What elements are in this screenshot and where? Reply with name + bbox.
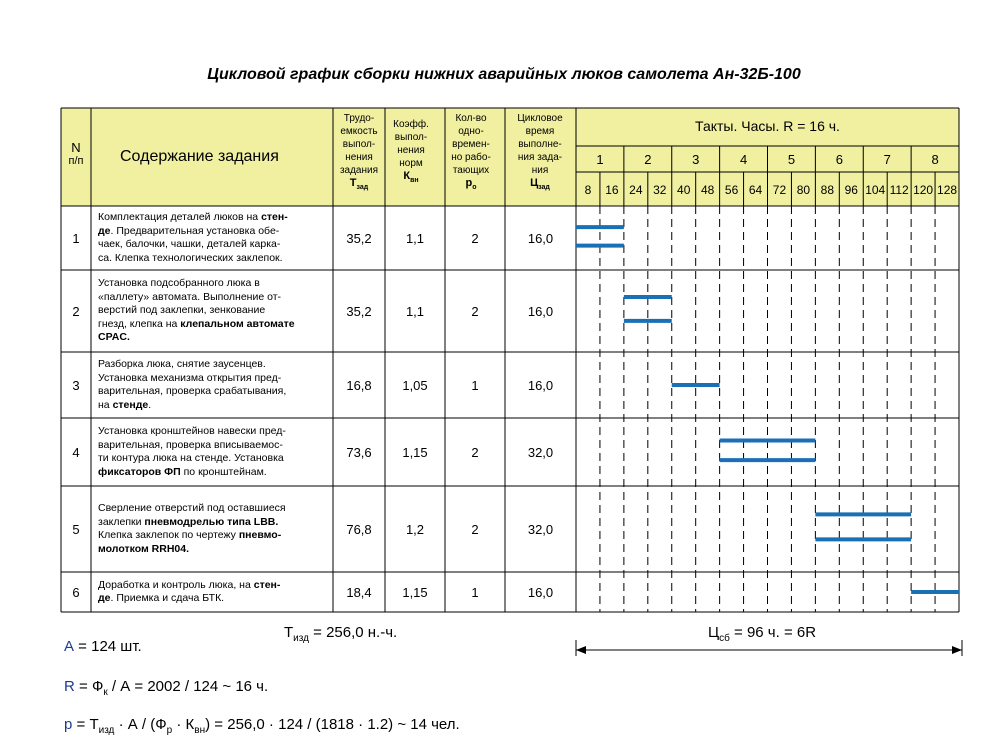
coef-sub: вн — [410, 177, 419, 185]
row-n: 1 — [72, 230, 80, 246]
task-bold: де — [98, 592, 111, 604]
formula-p-sub2: р — [166, 725, 173, 736]
row-p: 1 — [471, 377, 479, 393]
takt-label: 7 — [883, 152, 891, 167]
task-text-after: . Приемка и сдача БТК. — [110, 592, 225, 604]
formula-csb-symbol: Ц — [708, 624, 720, 641]
task-text: Клепка заклепок по чертежу — [98, 529, 239, 541]
formula-p — [64, 716, 460, 736]
row-k: 1,2 — [405, 521, 425, 537]
task-bold: стенде — [112, 398, 149, 411]
row-c: 16,0 — [527, 230, 554, 246]
task-bold: молотком RRH04. — [98, 542, 190, 555]
hour-label: 16 — [605, 183, 619, 197]
row-n: 3 — [72, 377, 80, 393]
row-p: 2 — [471, 444, 479, 460]
workers-line: Кол-во — [455, 113, 487, 124]
takt-label: 2 — [644, 152, 652, 167]
coef-sym: К — [403, 170, 411, 182]
row-t: 18,4 — [346, 584, 372, 600]
task-bold: стен- — [253, 578, 281, 591]
row-n: 5 — [72, 521, 80, 537]
cycle-line: ния — [531, 165, 549, 176]
cycle-line: Цикловое — [517, 113, 563, 124]
cycle-line: время — [525, 126, 555, 137]
takt-label: 4 — [739, 152, 748, 167]
task-bold: фиксаторов ФП — [98, 465, 181, 478]
task-text: гнезд, клепка на — [98, 317, 181, 330]
labor-line: емкость — [340, 126, 378, 137]
formula-tizd-text: = 256,0 н.-ч. — [308, 624, 398, 641]
formula-p-text: = Т — [72, 716, 99, 733]
row-p: 2 — [471, 521, 479, 537]
cycle-sub: зад — [538, 184, 550, 192]
hour-label: 56 — [724, 183, 739, 197]
row-p: 2 — [471, 230, 479, 246]
formula-p-text3: · К — [172, 716, 195, 733]
takt-label: 1 — [596, 152, 604, 167]
task-bold: пневмодрелью типа LBB. — [144, 515, 279, 528]
cycle-line: выполне- — [518, 139, 562, 150]
row-k: 1,05 — [402, 377, 428, 393]
row-p: 2 — [471, 303, 479, 319]
row-c: 16,0 — [527, 303, 554, 319]
row-c: 16,0 — [527, 377, 554, 393]
formula-a-text: = 124 шт. — [74, 638, 142, 655]
formula-a — [64, 638, 142, 655]
labor-line: выпол- — [342, 139, 376, 150]
workers-line: тающих — [452, 165, 490, 176]
cycle-sym: Ц — [530, 177, 539, 189]
formula-r-text2: / А = 2002 / 124 ~ 16 ч. — [107, 678, 269, 695]
row-t: 16,8 — [346, 377, 372, 393]
hour-label: 96 — [844, 183, 858, 197]
row-t: 73,6 — [346, 444, 372, 460]
cycle-span-arrow — [570, 640, 970, 660]
formula-tizd — [284, 624, 397, 644]
formula-p-sub3: вн — [194, 725, 206, 736]
formula-p-text4: ) = 256,0 · 124 / (1818 · 1.2) ~ 14 чел. — [205, 716, 460, 733]
row-c: 16,0 — [527, 584, 554, 600]
labor-sym: Т — [349, 177, 357, 189]
hour-label: 80 — [796, 183, 811, 197]
formula-a-symbol: А — [64, 638, 75, 655]
formula-r-text: = Ф — [74, 678, 104, 695]
takt-label: 6 — [835, 152, 843, 167]
task-text: Установка механизма открытия пред- — [98, 371, 282, 384]
row-n: 6 — [72, 584, 80, 600]
row-t: 76,8 — [346, 521, 372, 537]
labor-line: Трудо- — [343, 113, 375, 124]
workers-line: времен- — [452, 139, 490, 150]
formula-csb-sub: сб — [719, 633, 730, 644]
workers-sym: р — [465, 177, 473, 189]
task-bold: клепальном автомате — [180, 317, 295, 330]
hour-label: 48 — [700, 183, 715, 197]
row-t: 35,2 — [346, 230, 372, 246]
task-text: са. Клепка технологических заклепок. — [98, 251, 283, 264]
task-text-after: . Предварительная установка обе- — [110, 224, 280, 237]
cycle-line: ния зада- — [517, 152, 563, 163]
hour-label: 88 — [820, 183, 835, 197]
header-n-sub: п/п — [68, 155, 84, 167]
task-text: Установка кронштейнов навески пред- — [98, 425, 286, 437]
row-n: 2 — [72, 303, 80, 319]
row-k: 1,15 — [402, 444, 428, 460]
workers-line: одно- — [458, 126, 484, 137]
task-text: варительная, проверка срабатывания, — [98, 385, 287, 397]
formula-tizd-symbol: Т — [284, 624, 294, 641]
workers-sub: о — [472, 184, 477, 192]
hour-label: 8 — [584, 183, 592, 197]
hour-label: 104 — [865, 183, 886, 197]
formula-r-sub: к — [103, 687, 108, 698]
coef-line: выпол- — [394, 132, 428, 143]
header-content: Содержание задания — [120, 148, 279, 165]
task-text: Разборка люка, снятие заусенцев. — [98, 358, 266, 370]
row-p: 1 — [471, 584, 479, 600]
task-text: верстий под заклепки, зенкование — [98, 304, 266, 317]
takt-label: 3 — [692, 152, 700, 167]
task-bold: стен- — [261, 211, 288, 223]
formula-r-symbol: R — [64, 678, 75, 695]
coef-line: Коэфф. — [393, 119, 429, 130]
hour-label: 112 — [889, 183, 909, 197]
row-t: 35,2 — [346, 303, 372, 319]
row-c: 32,0 — [527, 521, 554, 537]
hour-label: 128 — [937, 183, 958, 197]
task-text: Доработка и контроль люка, на — [98, 578, 254, 591]
task-text-after: . — [148, 398, 152, 411]
task-text: варительная, проверка вписываемос- — [98, 438, 283, 451]
row-c: 32,0 — [527, 444, 554, 460]
formula-p-text2: · А / (Ф — [114, 716, 167, 733]
formula-r — [64, 678, 268, 698]
task-text: «паллету» автомата. Выполнение от- — [98, 290, 282, 303]
coef-line: норм — [399, 158, 423, 169]
task-text-after: по кронштейнам. — [180, 465, 267, 478]
task-bold: пневмо- — [238, 529, 282, 541]
task-text: на — [98, 398, 113, 411]
formula-p-sub: изд — [98, 725, 115, 736]
task-text: чаек, балочки, чашки, деталей карка- — [98, 238, 281, 250]
task-bold: CPAC. — [98, 331, 130, 344]
task-text: Установка подсобранного люка в — [98, 277, 260, 290]
formula-tizd-sub: изд — [293, 633, 309, 644]
task-text: ти контура люка на стенде. Установка — [98, 452, 284, 464]
labor-line: задания — [339, 165, 379, 176]
formula-p-symbol: р — [64, 716, 73, 733]
page-title: Цикловой график сборки нижних аварийных люков самолета Ан-32Б-100 — [207, 66, 801, 83]
workers-line: но рабо- — [451, 152, 491, 163]
takt-label: 8 — [931, 152, 939, 167]
hour-label: 120 — [913, 183, 934, 197]
labor-line: нения — [345, 152, 373, 163]
row-k: 1,1 — [405, 230, 425, 246]
coef-line: нения — [397, 145, 425, 156]
hour-label: 24 — [629, 183, 643, 197]
hour-label: 40 — [677, 183, 691, 197]
takt-label: 5 — [787, 152, 796, 167]
task-text: Комплектация деталей люков на — [98, 211, 262, 223]
header-takt-title: Такты. Часы. R = 16 ч. — [695, 118, 840, 134]
row-n: 4 — [72, 444, 80, 460]
row-k: 1,1 — [405, 303, 425, 319]
task-text: Сверление отверстий под оставшиеся — [98, 502, 286, 514]
hour-label: 32 — [653, 183, 667, 197]
task-bold: де — [98, 224, 111, 237]
row-k: 1,15 — [402, 584, 428, 600]
formula-csb-text: = 96 ч. = 6R — [729, 624, 817, 641]
task-text: заклепки — [98, 515, 145, 528]
hour-label: 72 — [772, 183, 787, 197]
labor-sub: зад — [356, 184, 369, 192]
hour-label: 64 — [748, 183, 763, 197]
header-n-label: N — [71, 140, 81, 155]
